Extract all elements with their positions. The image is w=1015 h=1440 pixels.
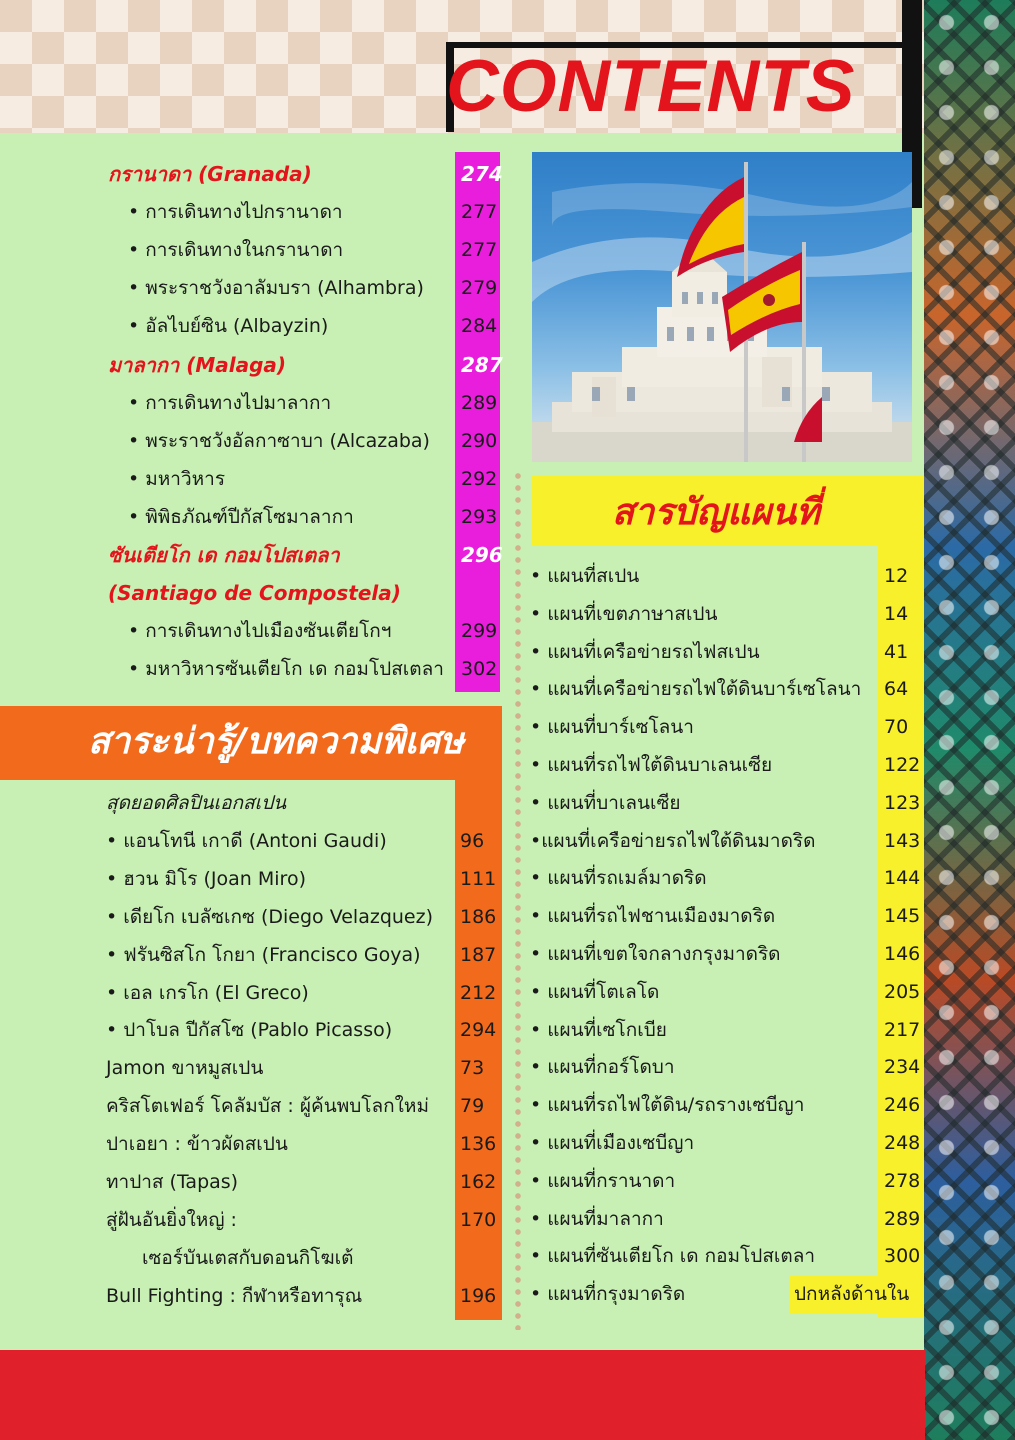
map-page-number: 146	[884, 943, 921, 965]
column-divider	[514, 470, 522, 1330]
map-entry: • แผนที่มาลากา	[530, 1207, 664, 1230]
destination-entry: • พระราชวังอาลัมบรา (Alhambra)	[128, 277, 424, 300]
map-page-number: 289	[884, 1207, 921, 1230]
destination-entry: (Santiago de Compostela)	[108, 581, 401, 606]
feature-page-number: 186	[460, 905, 497, 928]
feature-page-number: 294	[460, 1019, 497, 1042]
destination-entry: • การเดินทางไปมาลากา	[128, 391, 332, 414]
map-entry: • แผนที่เซโกเบีย	[530, 1018, 667, 1041]
destination-entry: • การเดินทางไปเมืองซันเตียโกฯ	[128, 620, 392, 643]
feature-page-number: 136	[460, 1133, 497, 1156]
map-entry: • แผนที่กรุงมาดริด	[530, 1283, 686, 1306]
destination-entry: • มหาวิหารซันเตียโก เด กอมโปสเตลา	[128, 658, 444, 681]
map-entry: • แผนที่รถไฟใต้ดินบาเลนเซีย	[530, 754, 773, 776]
destination-page-number: 277	[461, 239, 498, 262]
destination-entry: • การเดินทางไปกรานาดา	[128, 201, 343, 224]
destination-page-number: 284	[461, 315, 498, 338]
map-entry: • แผนที่สเปน	[530, 565, 640, 587]
feature-entry: เซอร์บันเตสกับดอนกิโฆเต้	[142, 1246, 354, 1269]
destination-page-number: 302	[461, 658, 498, 681]
map-entry: • แผนที่เครือข่ายรถไฟสเปน	[530, 640, 760, 663]
moorish-tile-border	[924, 0, 1015, 1440]
feature-entry: คริสโตเฟอร์ โคลัมบัส : ผู้ค้นพบโลกใหม่	[106, 1095, 429, 1118]
map-entry: • แผนที่กรานาดา	[530, 1169, 676, 1192]
destination-page-number: 287	[461, 352, 503, 377]
map-entry: • แผนที่บาเลนเซีย	[530, 791, 681, 814]
destination-entry: • อัลไบย์ซิน (Albayzin)	[128, 315, 329, 338]
feature-page-number: 73	[460, 1057, 485, 1080]
destination-entry: • การเดินทางในกรานาดา	[128, 239, 344, 262]
destination-page-number: 296	[461, 543, 503, 567]
feature-entry: สู่ฝันอันยิ่งใหญ่ :	[106, 1208, 237, 1231]
feature-page-number: 212	[460, 981, 497, 1004]
map-page-number: 246	[884, 1094, 921, 1117]
map-page-number: 41	[884, 640, 909, 663]
feature-page-number: 96	[460, 829, 485, 852]
feature-page-number: 111	[460, 867, 497, 890]
page-title: CONTENTS	[446, 46, 856, 127]
destination-page-number: 274	[461, 162, 503, 186]
map-page-number: 12	[884, 565, 909, 587]
map-page-number: 122	[884, 754, 921, 776]
map-page-number: 217	[884, 1018, 921, 1041]
map-entry: • แผนที่กอร์โดบา	[530, 1056, 675, 1079]
destination-entry: • พระราชวังอัลกาซาบา (Alcazaba)	[128, 429, 430, 452]
map-page-number: 144	[884, 867, 921, 890]
feature-page-number: 170	[460, 1208, 497, 1231]
destination-entry: มาลากา (Malaga)	[108, 352, 287, 377]
feature-page-number: 79	[460, 1095, 485, 1118]
map-entry: • แผนที่เขตภาษาสเปน	[530, 602, 718, 625]
destination-page-number: 292	[461, 467, 498, 490]
map-entry: • แผนที่รถไฟชานเมืองมาดริด	[530, 905, 776, 928]
feature-page-number: 187	[460, 943, 497, 966]
feature-entry: Bull Fighting : กีฬาหรือทารุณ	[106, 1284, 363, 1307]
destination-page-number: 279	[461, 277, 498, 300]
madrid-flags-photo	[532, 152, 912, 462]
destination-entry: • พิพิธภัณฑ์ปีกัสโซมาลากา	[128, 505, 354, 528]
map-page-number: 70	[884, 716, 909, 739]
map-page-number: ปกหลังด้านใน	[794, 1283, 910, 1306]
map-page-number: 205	[884, 980, 921, 1003]
maps-title: สารบัญแผนที่	[612, 492, 820, 533]
map-page-number: 145	[884, 905, 921, 928]
destination-page-number: 290	[461, 429, 498, 452]
feature-entry: ทาปาส (Tapas)	[106, 1171, 239, 1193]
feature-entry: ปาเอยา : ข้าวผัดสเปน	[106, 1133, 288, 1156]
map-page-number: 248	[884, 1132, 921, 1154]
map-entry: • แผนที่รถเมล์มาดริด	[530, 867, 707, 890]
map-page-number: 143	[884, 829, 921, 852]
map-entry: • แผนที่โตเลโด	[530, 980, 660, 1003]
map-entry: • แผนที่ซันเตียโก เด กอมโปสเตลา	[530, 1245, 816, 1268]
feature-page-number: 196	[460, 1284, 497, 1307]
feature-entry: • ปาโบล ปีกัสโซ (Pablo Picasso)	[106, 1019, 393, 1042]
destination-entry: • มหาวิหาร	[128, 467, 226, 490]
feature-entry: • เดียโก เบลัซเกซ (Diego Velazquez)	[106, 905, 434, 928]
feature-entry: • ฟรันซิสโก โกยา (Francisco Goya)	[106, 943, 421, 966]
map-entry: •แผนที่เครือข่ายรถไฟใต้ดินมาดริด	[530, 829, 816, 852]
destination-entry: ซันเตียโก เด กอมโปสเตลา	[108, 543, 340, 567]
map-entry: • แผนที่รถไฟใต้ดิน/รถรางเซบีญา	[530, 1094, 805, 1117]
map-entry: • แผนที่เขตใจกลางกรุงมาดริด	[530, 943, 781, 965]
feature-page-number: 162	[460, 1171, 497, 1193]
destination-page-number: 289	[461, 391, 498, 414]
feature-entry: • เอล เกรโก (El Greco)	[106, 981, 309, 1004]
map-page-number: 64	[884, 678, 909, 701]
destination-entry: กรานาดา (Granada)	[108, 162, 312, 186]
feature-entry: สุดยอดศิลปินเอกสเปน	[106, 792, 287, 814]
map-page-number: 278	[884, 1169, 921, 1192]
feature-entry: • แอนโทนี เกาดี (Antoni Gaudi)	[106, 829, 387, 852]
features-title: สาระน่ารู้/บทความพิเศษ	[88, 721, 464, 762]
destination-page-number: 299	[461, 620, 498, 643]
map-entry: • แผนที่เมืองเซบีญา	[530, 1132, 695, 1154]
destination-page-number: 277	[461, 201, 498, 224]
bottom-red-band	[0, 1350, 925, 1440]
map-page-number: 14	[884, 602, 909, 625]
map-page-number: 234	[884, 1056, 921, 1079]
destination-page-number: 293	[461, 505, 498, 528]
map-entry: • แผนที่เครือข่ายรถไฟใต้ดินบาร์เซโลนา	[530, 678, 862, 701]
feature-entry: Jamon ขาหมูสเปน	[106, 1057, 264, 1080]
map-entry: • แผนที่บาร์เซโลนา	[530, 716, 694, 739]
map-page-number: 123	[884, 791, 921, 814]
feature-entry: • ฮวน มิโร (Joan Miro)	[106, 867, 306, 890]
map-page-number: 300	[884, 1245, 921, 1268]
